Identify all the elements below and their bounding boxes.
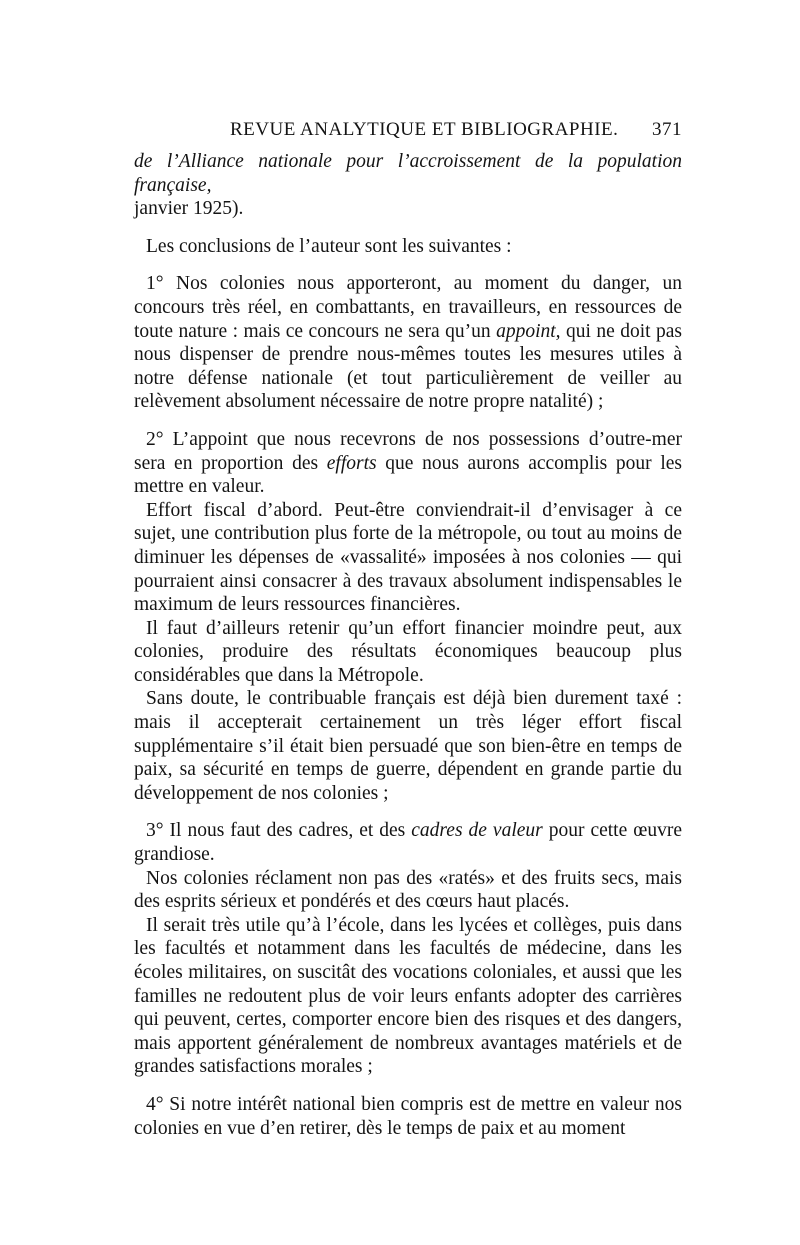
paragraph-effort-financier: Il faut d’ailleurs retenir qu’un effort financier moindre peut, aux colonies, produire des résultats économiques beaucoup plus considérables que dans la Métropole. — [134, 617, 682, 686]
paragraph-contribuable: Sans doute, le contribuable français est déjà bien durement taxé : mais il accepterait certainement un très léger effort fiscal supplémentaire s’il était bien persuadé que son bien-être en temps de paix, sa sécurité en temps de guerre, dépendent en grande partie du développement de nos colonies ; — [134, 688, 682, 804]
page-number: 371 — [652, 119, 682, 140]
paragraph-intro — [134, 150, 682, 221]
running-title: REVUE ANALYTIQUE ET BIBLIOGRAPHIE. — [230, 119, 619, 140]
paragraph-colonies-reclament: Nos colonies réclament non pas des «ratés» et des fruits secs, mais des esprits sérieux et pondérés et des cœurs haut placés. — [134, 867, 682, 913]
emphasis-efforts: efforts — [326, 452, 377, 474]
paragraph-point-3: 3° Il nous faut des cadres, et des cadres de valeur pour cette œuvre grandiose. — [134, 820, 682, 866]
paragraph-point-1: 1° Nos colonies nous apporteront, au moment du danger, un concours très réel, en combattants, en travailleurs, en ressources de toute nature : mais ce concours ne sera qu’un appoint, qui ne doit pas nous dispenser de prendre nous-mêmes toutes les mesures utiles à notre défense nationale (et tout particulièrement de veiller au relèvement absolument nécessaire de notre propre natalité) ; — [134, 273, 683, 413]
intro-end: janvier 1925). — [134, 198, 244, 220]
paragraph-point-4: 4° Si notre intérêt national bien compris est de mettre en valeur nos colonies en vue d’en retirer, dès le temps de paix et au moment — [134, 1093, 682, 1139]
intro-italic: de l’Alliance nationale pour l’accroissement de la population française, — [134, 151, 682, 196]
paragraph-effort-fiscal: Effort fiscal d’abord. Peut-être conviendrait-il d’envisager à ce sujet, une contribution plus forte de la métropole, ou tout au moins de diminuer les dépenses de «vassalité» imposées à nos colonies — qui pourraient ainsi consacrer à des travaux absolument indispensables le maximum de leurs ressources financières. — [134, 499, 682, 616]
body-text — [134, 150, 682, 1140]
emphasis-cadres: cadres de valeur — [411, 820, 543, 842]
paragraph-point-2: 2° L’appoint que nous recevrons de nos possessions d’outre-mer sera en proportion des efforts que nous aurons accomplis pour les mettre en valeur. — [134, 428, 682, 498]
emphasis-appoint: appoint, — [496, 320, 561, 342]
paragraph-vocations: Il serait très utile qu’à l’école, dans les lycées et collèges, puis dans les facultés et notamment dans les facultés de médecine, dans les écoles militaires, on suscitât des vocations coloniales, et aussi que les familles ne redoutent plus de voir leurs enfants adopter des carrières qui peuvent, certes, comporter encore bien des risques et des dangers, mais apportent généralement de nombreux avantages matériels et de grandes satisfactions morales ; — [134, 914, 682, 1078]
paragraph-conclusions-intro: Les conclusions de l’auteur sont les suivantes : — [146, 235, 512, 257]
